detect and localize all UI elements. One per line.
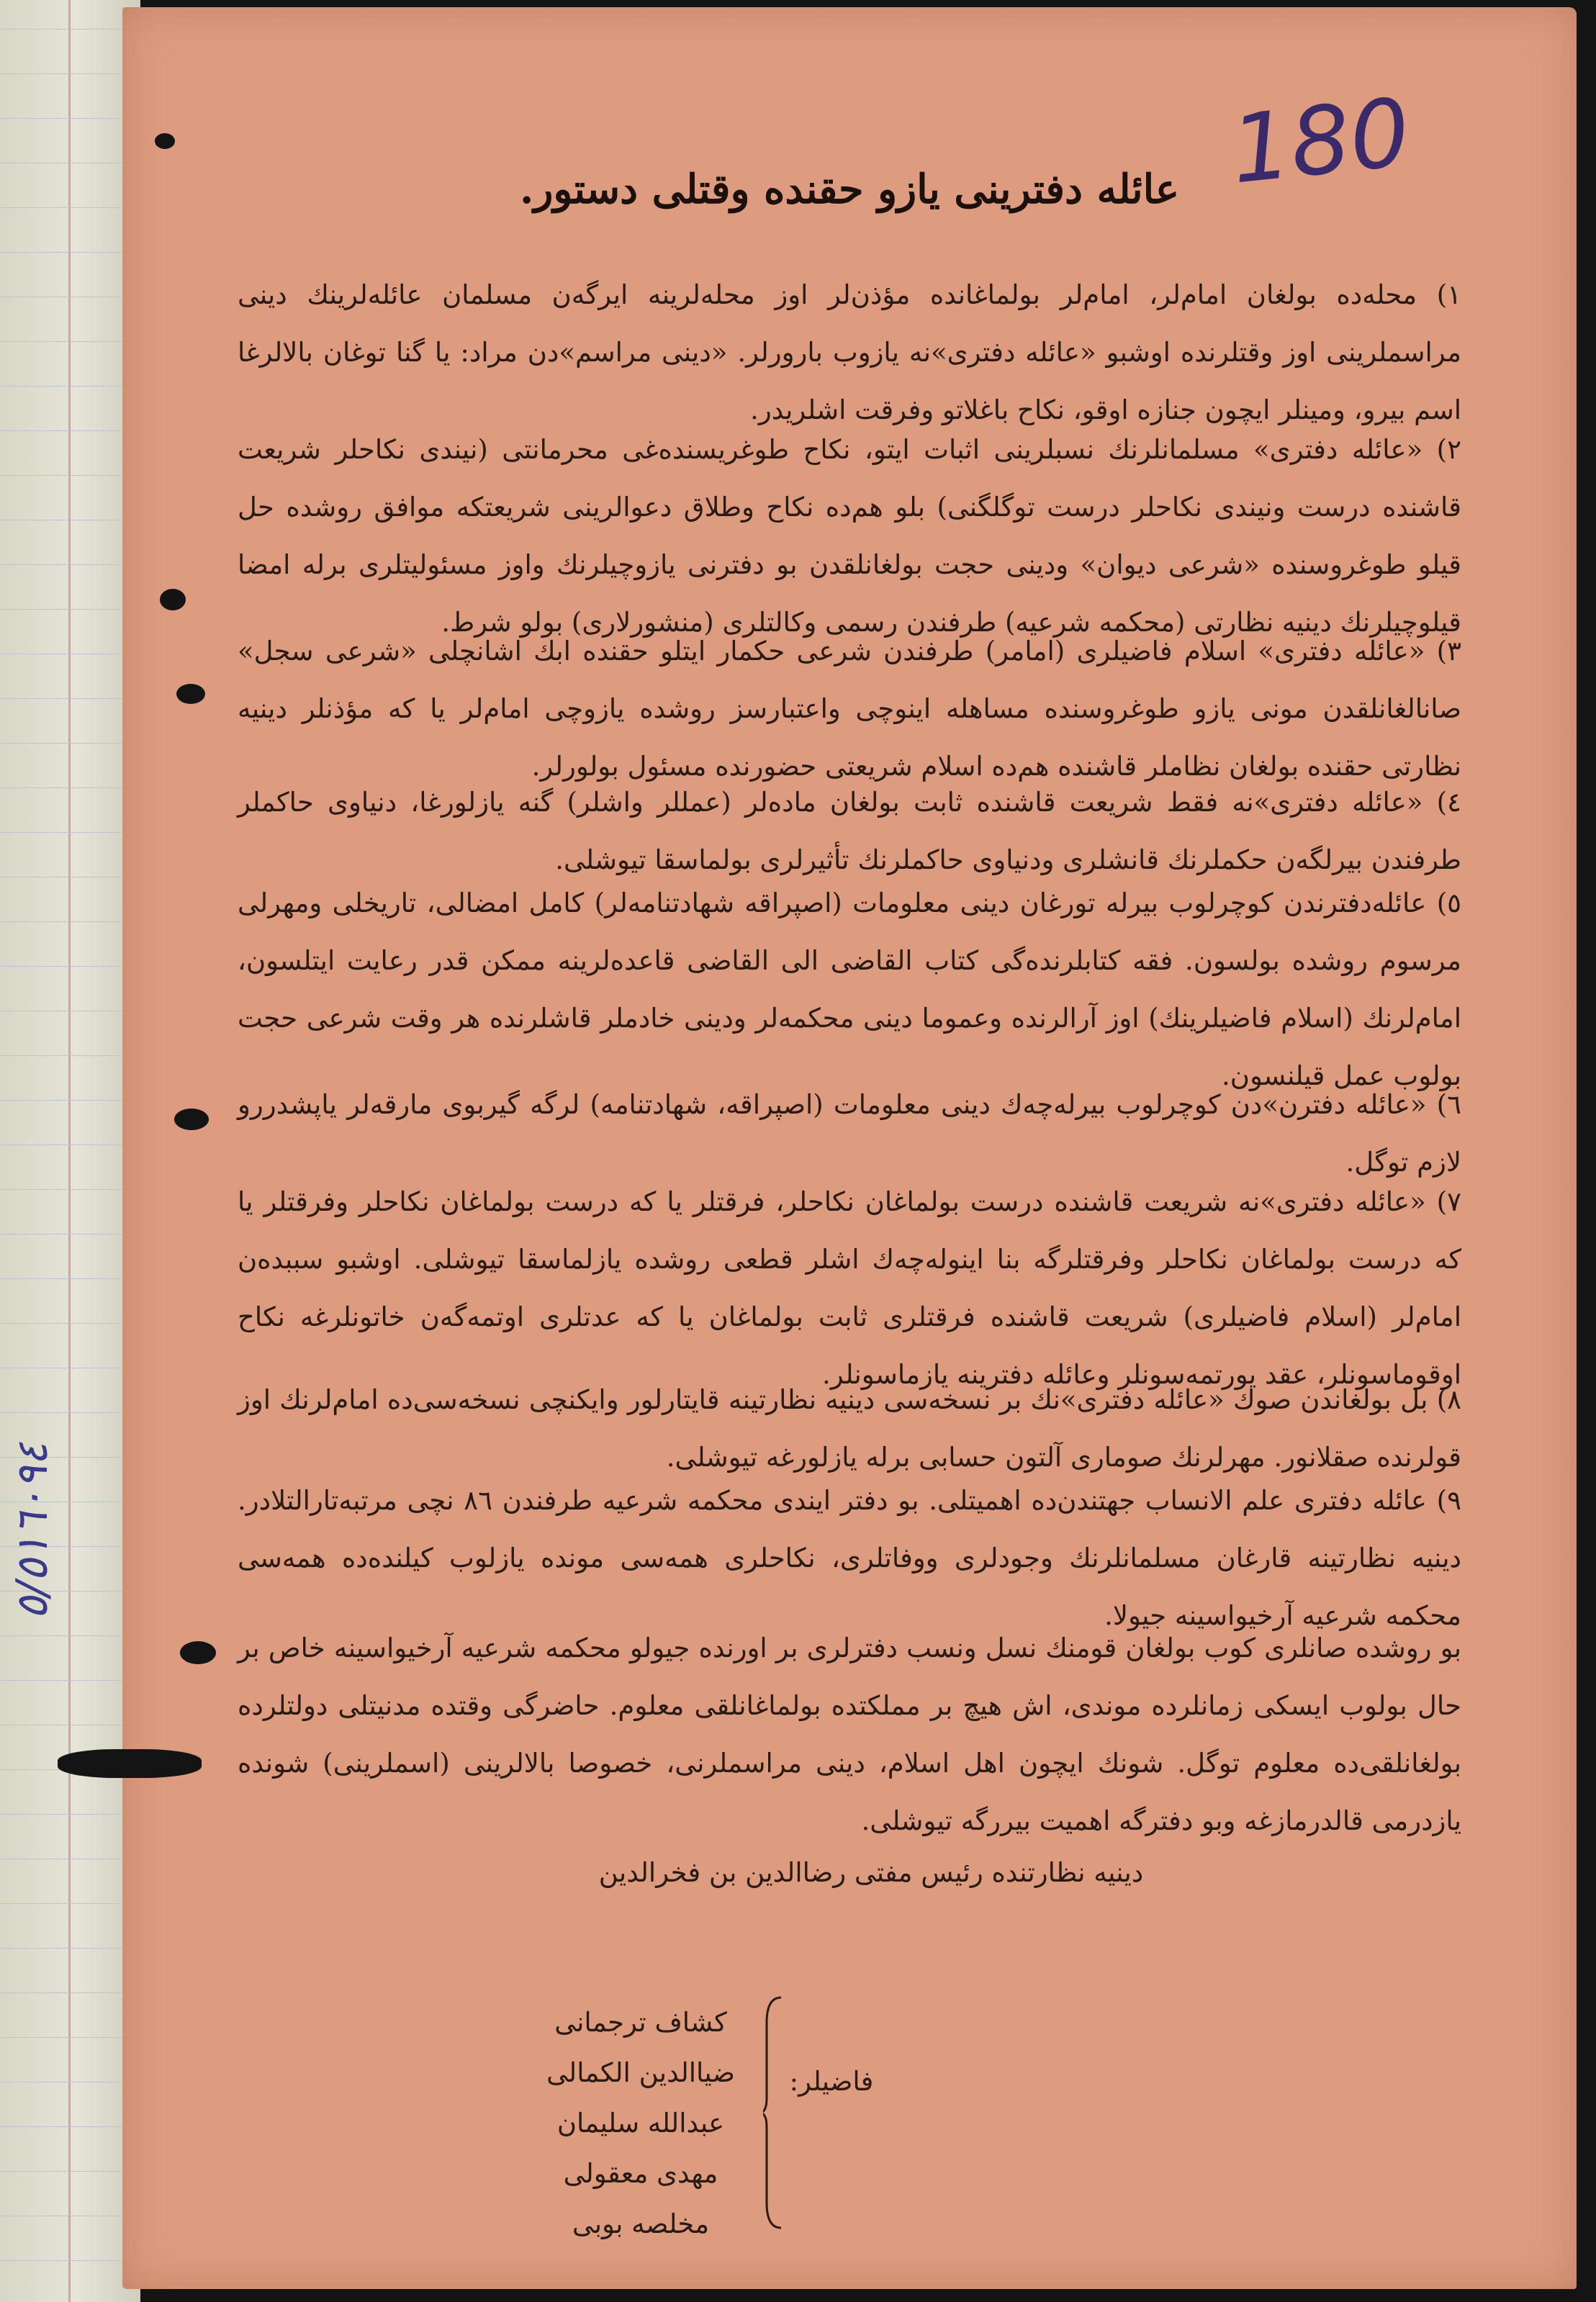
paragraph-text: ٩) عائلە دفتری علم الانساب جهتندن‌دە اهمیتلی. بو دفتر ایندی محكمە شرعیە طرفندن ٨٦ نچی مرتبەتارالتلادر. دینیە نظارتینە قارغان مسلمانلرنك وجودلری ووفاتلری، نكاحلری همەسی موندە یازلوب كیلندەدە همەسی محكمە شرعیە آرخیواسینە جیولا. [238,1485,1461,1631]
ruled-line [0,1323,140,1324]
ruled-line [0,118,140,119]
ruled-line [0,832,140,833]
ruled-line [0,921,140,922]
paragraph-text: ٢) «عائلە دفتری» مسلمانلرنك نسبلرینی اثبات ایتو، نكاح طوغریسندەغی محرمانتی (نیندی نكاحلر شریعت قاشندە درست ونیندی نكاحلر درست توگلگنی) بلو هم‌ده نكاح وطلاق دعوالرینی شریعتكە موافق روشدە حل قیلو طوغروسندە «شرعی دیوان» ودینی حجت بولغانلقدن بو دفترنی یازوچیلرنك واوز مسئولیتلری برلە امضا قیلوچیلرنك دینیە نظارتی (محكمە شرعیە) طرفندن رسمی وكالتلری (منشورلاری) بولو شرط. [238,434,1461,638]
ruled-line [0,743,140,744]
ruled-line [0,1278,140,1279]
ruled-line [0,698,140,699]
paragraph-7 [238,1173,1461,1404]
member-name: مهدی معقولی [563,2158,718,2189]
member-name: كشاف ترجمانی [554,2007,727,2038]
ruled-line [0,1412,140,1413]
underlying-sheet [0,0,140,2302]
signature-line: دینیە نظارتندە رئیس مفتی رضاالدین بن فخرالدین [598,1857,1144,1888]
ruled-line [0,29,140,30]
ruled-line [0,1814,140,1815]
member-name: عبدالله سلیمان [556,2108,725,2139]
ruled-line [0,475,140,476]
paragraph-9 [238,1472,1461,1645]
paragraph-text: ٨) بل بولغاندن صوك «عائلە دفتری»نك بر نسخەسی دینیە نظارتینە قایتارلور وایكنچی نسخەسی‌دە امام‌لرنك اوز قولرندە صقلانور. مهرلرنك صوماری آلتون حسابی برلە یازلورغە تیوشلی. [238,1384,1461,1473]
ruled-line [0,386,140,387]
document-title: عائله دفترینی یازو حقنده وقتلی دستور. [519,166,1180,213]
punch-hole [160,589,186,610]
ruled-line [0,1189,140,1190]
paragraph-text: بو روشدە صانلری كوب بولغان قومنك نسل ونسب دفترلری بر اورندە جیولو محكمە شرعیە آرخیواسینە خاص بر حال بولوب ایسكی زمانلردە موندی، اش هیچ بر مملكتدە بولماغانلقی معلوم. حاضرگی وقتدە مدنیتلی دولتلردە بولغانلقی‌دە معلوم توگل. شونك ایچون اهل اسلام، دینی مراسملرنی، خصوصا بالالرینی (اسملرینی) شوندە یازدرمی قالدرمازغە وبو دفترگە اهمیت بیررگە تیوشلی. [238,1633,1461,1836]
paragraph-3 [238,623,1461,795]
ruled-line [0,787,140,788]
member-name: ضیاالدین الكمالی [546,2057,735,2088]
ruled-line [0,207,140,208]
ruled-line [0,2260,140,2261]
ruled-line [0,1680,140,1681]
paragraph-text: ٤) «عائلە دفتری»نە فقط شریعت قاشندە ثابت بولغان مادەلر (عمللر واشلر) گنە یازلورغا، دنیاوی حاكملر طرفندن بیرلگەن حكملرنك قانشلری ودنیاوی حاكملرنك تأثیرلری بولماسقا تیوشلی. [238,787,1461,875]
punch-hole [176,684,205,704]
tear [58,1749,202,1778]
ruled-line [0,1992,140,1993]
punch-hole [174,1109,209,1130]
paragraph-text: ٥) عائلەدفترندن كوچرلوب بیرلە تورغان دینی معلومات (اصپراقە شهادتنامەلر) كامل امضالی، تاریخلی ومهرلی مرسوم روشدە بولسون. فقە كتابلرندەگی كتاب القاضی الی القاضی قاعدەلرینە ممكن قدر رعایت ایتلسون، امام‌لرنك (اسلام فاضیلرینك) اوز آرالرندە وعموما دینی محكمەلر ودینی خادملر قاشلرندە هر وقت شرعی حجت بولوب عمل قیلنسون. [238,888,1461,1091]
ruled-line [0,2037,140,2038]
handwritten-page-number: 180 [1225,77,1415,205]
paragraph-text: ٧) «عائلە دفتری»نە شریعت قاشندە درست بولماغان نكاحلر، فرقتلر یا كە درست بولماغان نكاحلر وفرقتلر یا كە درست بولماغان نكاحلر وفرقتلرگە بنا اینولەچەك اشلر قطعی روشدە یازلماسقا تیوشلی. اوشبو سببدەن امام‌لر (اسلام فاضیلری) شریعت قاشندە فرقتلری ثابت بولماغان یا كە عدتلری اوتمەگەن خاتونلرغە نكاح اوقوماسونلر، عقد یورتمەسونلر وعائلە دفترینە یازماسونلر. [238,1186,1461,1390]
members-list [490,1998,792,2249]
ruled-line [0,1055,140,1056]
paragraph-text: ٣) «عائلە دفتری» اسلام فاضیلری (امامر) طرفندن شرعی حكمار ایتلو حقندە ابك اشانچلی «شرعی سجل» صانالغانلقدن مونی یازو طوغروسندە مساهلە اینوچی واعتبارسز روشدە یازوچی امام‌لر یا كە مؤذنلر دینیە نظارتی حقندە بولغان نظاملر قاشندە هم‌دە اسلام شریعتی حضورندە مسئول بولورلر. [238,636,1461,782]
member-name: مخلصە بوبی [572,2208,710,2239]
ruled-line [0,1635,140,1636]
paragraph-4 [238,774,1461,889]
ruled-line [0,1100,140,1101]
ruled-line [0,966,140,967]
ruled-line [0,1903,140,1904]
handwritten-margin-note: ٥/٥١٦٠٩٤ [7,1443,58,1620]
ruled-line [0,73,140,74]
ruled-line [0,341,140,342]
ruled-line [0,2171,140,2172]
paragraph-closing [238,1620,1461,1850]
paragraph-1 [238,266,1461,439]
ruled-line [0,564,140,565]
punch-hole [155,133,175,149]
paragraph-5 [238,875,1461,1105]
margin-rule [68,0,71,2302]
ruled-line [0,252,140,253]
ruled-line [0,1948,140,1949]
paragraph-text: ٦) «عائلە دفترن»دن كوچرلوب بیرلەچەك دینی معلومات (اصپراقە، شهادتنامە) لرگە گیربوی مارقەلر یاپشدررو لازم توگل. [238,1089,1461,1178]
punch-hole [180,1641,216,1664]
paragraph-text: ١) محلەدە بولغان امام‌لر، امام‌لر بولماغاندە مؤذن‌لر اوز محلەلرینە ایرگەن مسلمان عائلەلرینك دینی مراسملرینی اوز وقتلرندە اوشبو «عائلە دفتری»نە یازوب بارورلر. «دینی مراسم»دن مراد: یا گنا توغان بالالرغا اسم بیرو، ومینلر ایچون جنازە اوقو، نكاح باغلاتو وفرقت اشلریدر. [238,279,1461,425]
members-label: فاضیلر: [789,2066,874,2097]
ruled-line [0,430,140,431]
ruled-line [0,609,140,610]
paragraph-8 [238,1371,1461,1486]
paragraph-2 [238,421,1461,651]
ruled-line [0,2126,140,2127]
